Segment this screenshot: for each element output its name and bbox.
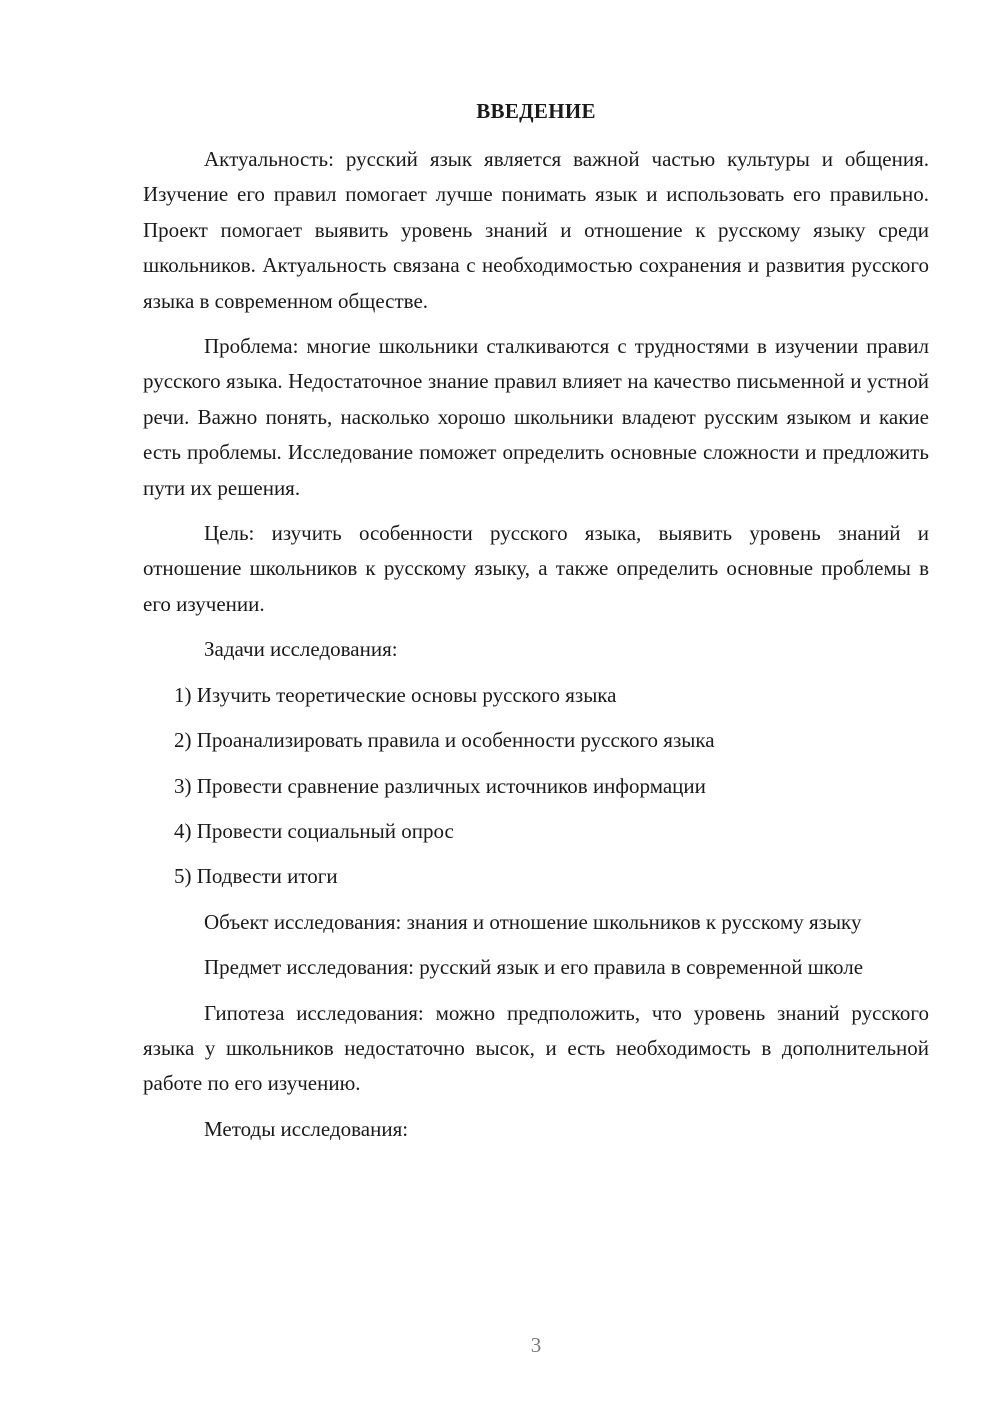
paragraph-tasks-heading: Задачи исследования: <box>204 637 398 662</box>
tasks-list <box>143 678 929 895</box>
paragraph-relevance: Актуальность: русский язык является важной частью культуры и общения. Изучение его правил помогает лучше понимать язык и использовать его правильно. Проект помогает выявить уровень знаний и отношение к русскому языку среди школьников. Актуальность связана с необходимостью сохранения и развития русского языка в современном обществе. <box>143 147 929 313</box>
paragraph-hypothesis: Гипотеза исследования: можно предположить, что уровень знаний русского языка у школьников недостаточно высок, и есть необходимость в дополнительной работе по его изучению. <box>143 1000 929 1096</box>
document-body <box>143 142 929 1147</box>
page-number: 3 <box>530 1333 542 1357</box>
list-item: 2) Проанализировать правила и особенности русского языка <box>174 728 715 753</box>
list-item: 5) Подвести итоги <box>174 864 338 889</box>
paragraph-object: Объект исследования: знания и отношение школьников к русскому языку <box>204 909 862 934</box>
paragraph-methods: Методы исследования: <box>204 1116 409 1141</box>
paragraph-subject: Предмет исследования: русский язык и его правила в современной школе <box>204 955 864 980</box>
paragraph-goal: Цель: изучить особенности русского языка, выявить уровень знаний и отношение школьников к русскому языку, а также определить основные проблемы в его изучении. <box>143 521 929 616</box>
list-item: 4) Провести социальный опрос <box>174 818 454 843</box>
section-title: ВВЕДЕНИЕ <box>476 99 596 123</box>
list-item: 3) Провести сравнение различных источников информации <box>174 773 706 798</box>
list-item: 1) Изучить теоретические основы русского языка <box>174 682 617 707</box>
paragraph-problem: Проблема: многие школьники сталкиваются с трудностями в изучении правил русского языка. Недостаточное знание правил влияет на качество письменной и устной речи. Важно понять, насколько хорошо школьники владеют русским языком и какие есть проблемы. Исследование поможет определить основные сложности и предложить пути их решения. <box>143 334 929 500</box>
